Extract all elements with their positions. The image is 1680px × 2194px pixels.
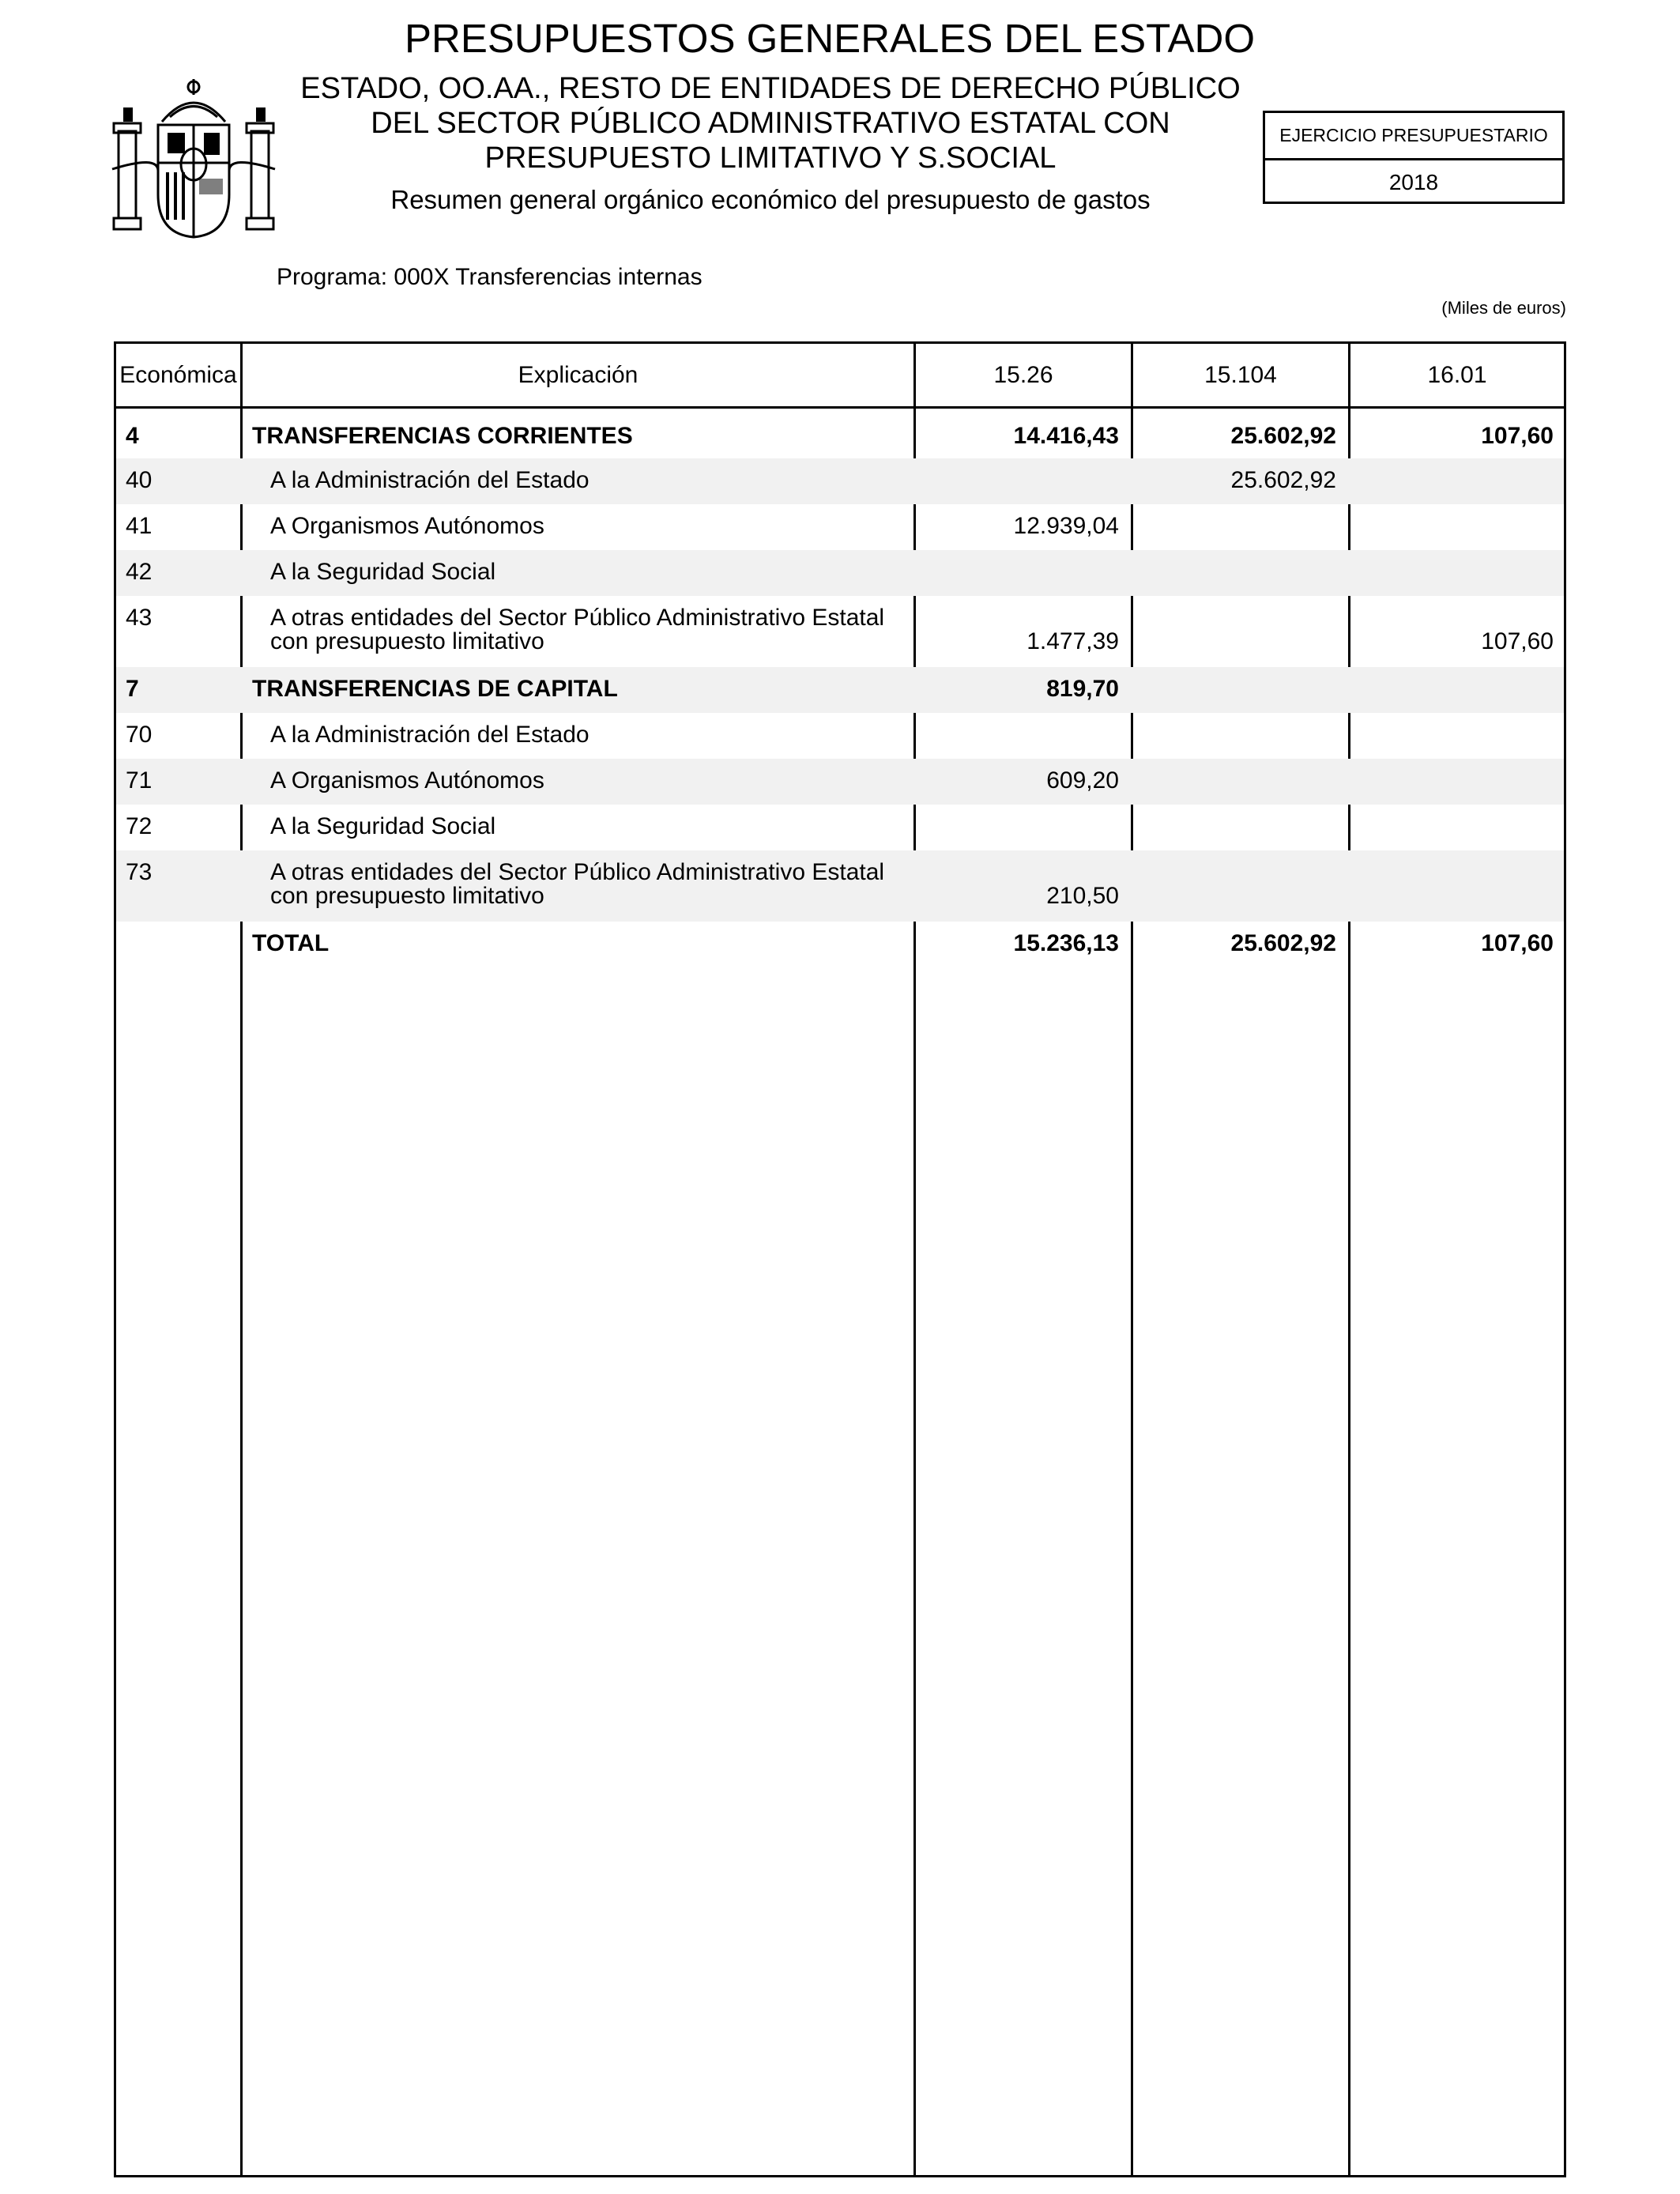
ejercicio-label: EJERCICIO PRESUPUESTARIO (1265, 113, 1562, 160)
col-header-15-26: 15.26 (993, 362, 1053, 388)
cell-explicacion: TRANSFERENCIAS DE CAPITAL (252, 676, 618, 702)
page-title: PRESUPUESTOS GENERALES DEL ESTADO (404, 16, 1256, 61)
cell-economica: 70 (126, 722, 153, 748)
cell-economica: 43 (126, 605, 153, 631)
cell-economica: 4 (126, 423, 139, 449)
cell-15-104: 25.602,92 (1230, 930, 1336, 956)
ejercicio-year: 2018 (1388, 170, 1439, 194)
col-header-15-104: 15.104 (1204, 362, 1277, 388)
table-row (116, 759, 1564, 805)
ejercicio-box (1263, 111, 1565, 204)
cell-15-26: 1.477,39 (1026, 628, 1119, 654)
col-header-economica: Económica (119, 362, 237, 388)
cell-explicacion: TOTAL (252, 930, 330, 956)
cell-16-01: 107,60 (1481, 930, 1554, 956)
cell-explicacion: TRANSFERENCIAS CORRIENTES (252, 423, 633, 449)
table-row (116, 414, 1564, 458)
col-header-explicacion: Explicación (518, 362, 638, 388)
table-row (116, 596, 1564, 667)
cell-explicacion: con presupuesto limitativo (270, 628, 544, 654)
cell-15-26: 14.416,43 (1013, 423, 1119, 449)
cell-economica: 40 (126, 467, 153, 493)
programa-label: Programa: 000X Transferencias internas (277, 264, 703, 290)
cell-explicacion: A Organismos Autónomos (270, 513, 544, 539)
cell-explicacion: A la Administración del Estado (270, 467, 590, 493)
table-row (116, 458, 1564, 504)
cell-explicacion: A la Seguridad Social (270, 559, 496, 585)
units-label: (Miles de euros) (1441, 298, 1566, 318)
subtitle-line-2: DEL SECTOR PÚBLICO ADMINISTRATIVO ESTATAL CON (371, 107, 1170, 140)
cell-explicacion: A la Administración del Estado (270, 722, 590, 748)
table-row (116, 667, 1564, 713)
cell-economica: 7 (126, 676, 139, 702)
cell-explicacion: A otras entidades del Sector Público Administrativo Estatal (270, 859, 885, 885)
subtitle-line-3: PRESUPUESTO LIMITATIVO Y S.SOCIAL (484, 141, 1057, 175)
table-row (116, 850, 1564, 922)
cell-economica: 41 (126, 513, 153, 539)
cell-explicacion: con presupuesto limitativo (270, 883, 544, 909)
cell-15-26: 12.939,04 (1013, 513, 1119, 539)
header-divider (114, 406, 1566, 409)
cell-economica: 42 (126, 559, 153, 585)
report-name: Resumen general orgánico económico del presupuesto de gastos (390, 185, 1151, 214)
table-row (116, 805, 1564, 850)
cell-16-01: 107,60 (1481, 423, 1554, 449)
cell-15-104: 25.602,92 (1230, 423, 1336, 449)
coat-of-arms-icon (111, 76, 277, 240)
table-row (116, 504, 1564, 550)
cell-15-26: 15.236,13 (1013, 930, 1119, 956)
cell-16-01: 107,60 (1481, 628, 1554, 654)
col-header-16-01: 16.01 (1427, 362, 1487, 388)
subtitle-line-1: ESTADO, OO.AA., RESTO DE ENTIDADES DE DERECHO PÚBLICO (300, 72, 1241, 105)
cell-15-26: 819,70 (1046, 676, 1119, 702)
table-row (116, 713, 1564, 759)
table-row (116, 922, 1564, 967)
cell-explicacion: A Organismos Autónomos (270, 767, 544, 794)
cell-15-26: 210,50 (1046, 883, 1119, 909)
cell-15-26: 609,20 (1046, 767, 1119, 794)
table-row (116, 550, 1564, 596)
cell-explicacion: A la Seguridad Social (270, 813, 496, 839)
cell-economica: 71 (126, 767, 153, 794)
cell-economica: 72 (126, 813, 153, 839)
cell-economica: 73 (126, 859, 153, 885)
cell-15-104: 25.602,92 (1230, 467, 1336, 493)
cell-explicacion: A otras entidades del Sector Público Administrativo Estatal (270, 605, 885, 631)
